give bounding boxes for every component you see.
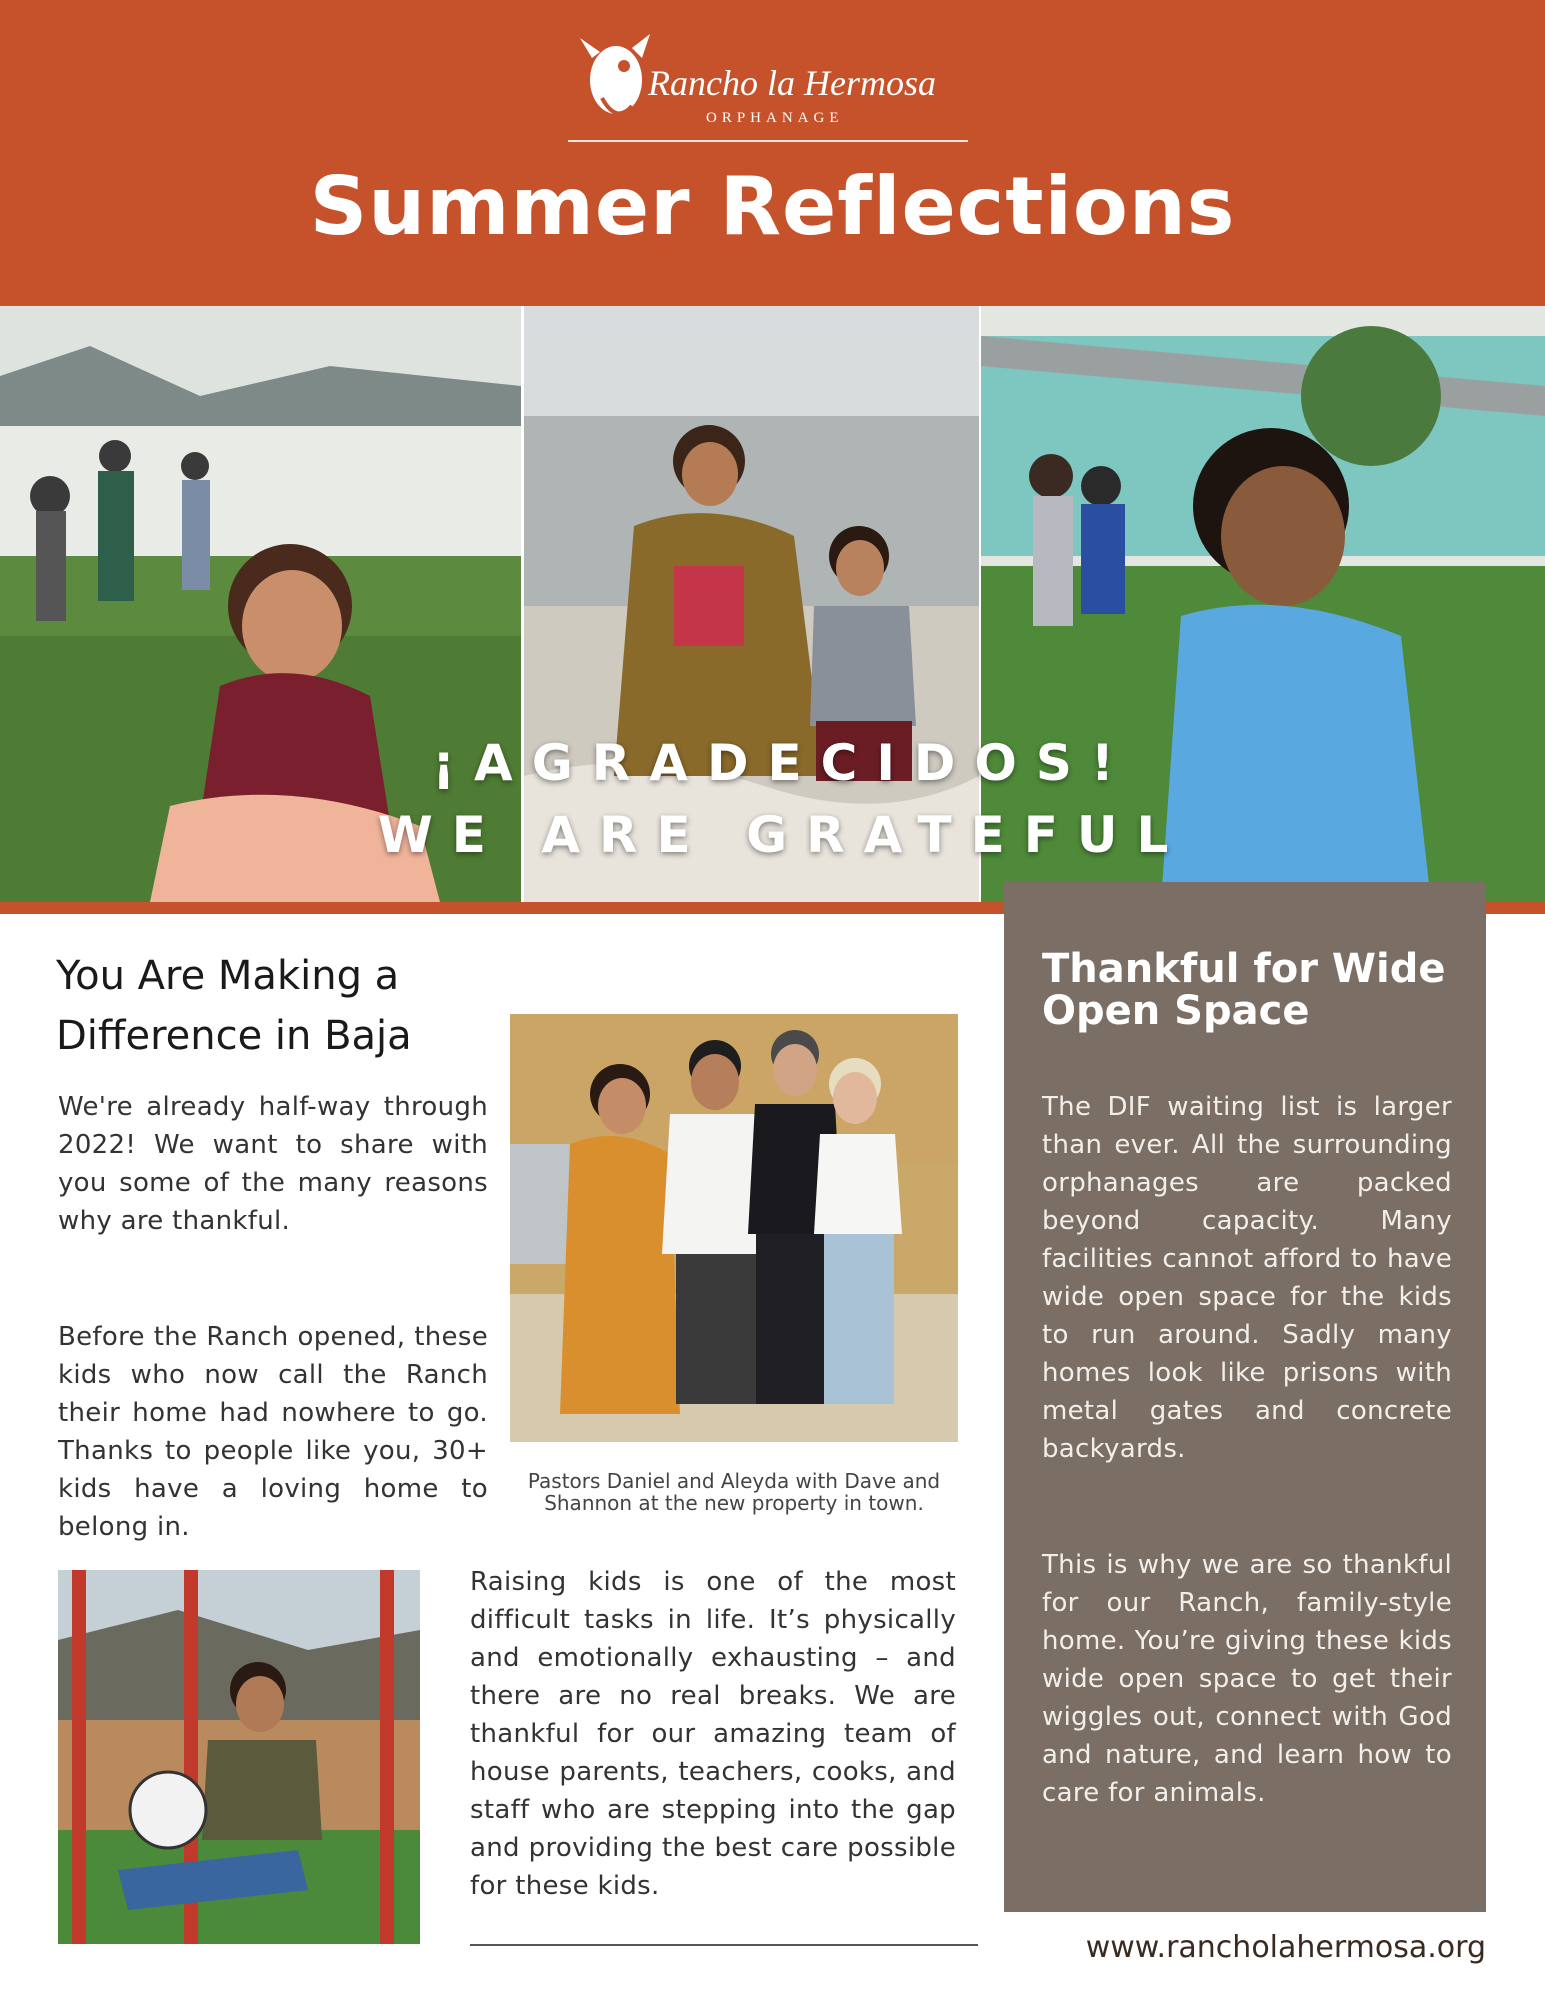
ranch-paragraph: Before the Ranch opened, these kids who now call the Ranch their home had nowhere to go. Thanks to people like you, 30+ kids have a loving home to belong in. — [58, 1322, 488, 1542]
header-band — [0, 0, 1545, 306]
logo — [560, 24, 980, 134]
logo-underline — [568, 140, 968, 142]
panel-paragraph-thankful: This is why we are so thankful for our Ranch, family-style home. You’re giving these kids wide open space to get their wiggles out, connect with God and nature, and learn how to care for animals. — [1042, 1550, 1452, 1808]
banner-line-spanish: ¡AGRADECIDOS! — [432, 734, 1133, 792]
bottom-divider — [470, 1944, 978, 1946]
staff-paragraph: Raising kids is one of the most difficult tasks in life. It’s physically and emotionally exhausting – and there are no real breaks. We are thankful for our amazing team of house parents, teachers, cooks, and staff who are stepping into the gap and providing the best care possible for these kids. — [470, 1567, 956, 1901]
photo-boy-with-ball — [58, 1570, 420, 1944]
panel-title: Thankful for Wide Open Space — [1042, 946, 1446, 1034]
logo-subtitle: ORPHANAGE — [706, 110, 844, 126]
wide-open-space-panel — [1004, 882, 1486, 1912]
section-title-difference: You Are Making a Difference in Baja — [56, 953, 412, 1059]
intro-paragraph: We're already half-way through 2022! We want to share with you some of the many reasons why are thankful. — [58, 1092, 488, 1236]
page-title: Summer Reflections — [309, 160, 1236, 253]
photo-pastors-group — [510, 1014, 958, 1442]
banner-line-english: WE ARE GRATEFUL — [377, 806, 1188, 864]
website-link[interactable]: www.rancholahermosa.org — [1085, 1930, 1486, 1965]
photo-strip — [0, 306, 1545, 902]
photo-caption: Pastors Daniel and Aleyda with Dave and Shannon at the new property in town. — [527, 1469, 941, 1515]
logo-name: Rancho la Hermosa — [648, 63, 936, 103]
panel-paragraph-waiting-list: The DIF waiting list is larger than ever. All the surrounding orphanages are packed beyond capacity. Many facilities cannot afford to have wide open space for the kids to run around. Sadly many homes look like prisons with metal gates and concrete backyards. — [1042, 1092, 1452, 1464]
